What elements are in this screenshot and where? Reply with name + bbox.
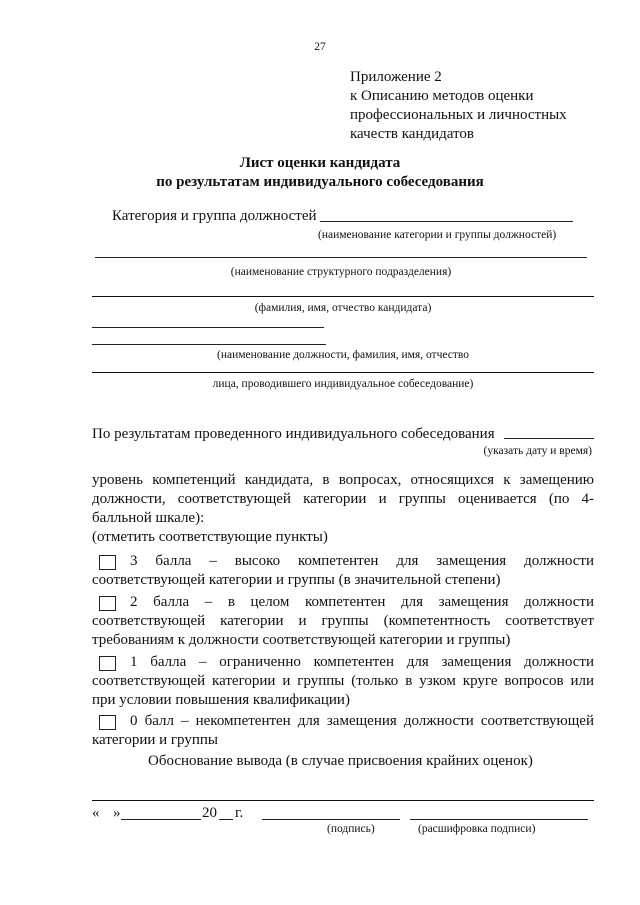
appendix-line: профессиональных и личностных (350, 107, 567, 123)
appendix-line: к Описанию методов оценки (350, 88, 534, 104)
option-1: 1 балла – ограниченно компетентен для замещения должности соответствующей категории и группы (только в узком круге вопросов или при условии повышения квалификации) (92, 654, 594, 708)
interviewer-hint: лица, проводившего индивидуальное собеседование) (212, 378, 474, 390)
category-label: Категория и группа должностей (112, 208, 317, 224)
appendix-line: Приложение 2 (350, 69, 442, 85)
decoding-hint: (расшифровка подписи) (418, 823, 536, 835)
date-close-quote: » (113, 805, 121, 821)
page-number: 27 (314, 41, 326, 53)
competence-paragraph: уровень компетенций кандидата, в вопросах, относящихся к замещению должности, соответствующей категории и группы оценивается (по 4- балльной шкале): (отметить соответствующие пункты) (92, 472, 594, 545)
month-field-line[interactable] (121, 819, 201, 820)
interviewer-field-line[interactable] (92, 372, 594, 373)
short-field-line[interactable] (92, 327, 324, 328)
category-hint: (наименование категории и группы должностей) (318, 229, 557, 241)
results-hint: (указать дату и время) (483, 445, 592, 457)
appendix-block (350, 68, 567, 144)
year-prefix: 20 (202, 805, 217, 821)
candidate-field-line[interactable] (92, 296, 594, 297)
option-2: 2 балла – в целом компетентен для замещения должности соответствующей категории и группы (компетентность соответствует требованиям к должности соответствующей категории и группы) (92, 594, 594, 648)
short-field-line[interactable] (92, 344, 326, 345)
year-field-line[interactable] (219, 819, 233, 820)
signature-field-line[interactable] (262, 819, 400, 820)
date-field-line[interactable] (504, 438, 594, 439)
document-title: Лист оценки кандидата по результатам индивидуального собеседования (156, 155, 484, 190)
results-text: По результатам проведенного индивидуального собеседования (92, 426, 495, 442)
year-suffix: г. (235, 805, 244, 821)
appendix-line: качеств кандидатов (350, 126, 474, 142)
option-0: 0 балл – некомпетентен для замещения должности соответствующей категории и группы (92, 713, 594, 748)
justification-label: Обоснование вывода (в случае присвоения крайних оценок) (148, 753, 533, 769)
interviewer-hint: (наименование должности, фамилия, имя, отчество (217, 349, 469, 361)
department-field-line[interactable] (95, 257, 587, 258)
date-open-quote: « (92, 805, 100, 821)
option-3: 3 балла – высоко компетентен для замещения должности соответствующей категории и группы (в значительной степени) (92, 553, 594, 588)
signature-hint: (подпись) (327, 823, 375, 835)
department-hint: (наименование структурного подразделения) (230, 266, 452, 278)
candidate-hint: (фамилия, имя, отчество кандидата) (254, 302, 432, 314)
category-field-line[interactable] (320, 221, 573, 222)
decoding-field-line[interactable] (410, 819, 588, 820)
justification-field-line[interactable] (92, 800, 594, 801)
